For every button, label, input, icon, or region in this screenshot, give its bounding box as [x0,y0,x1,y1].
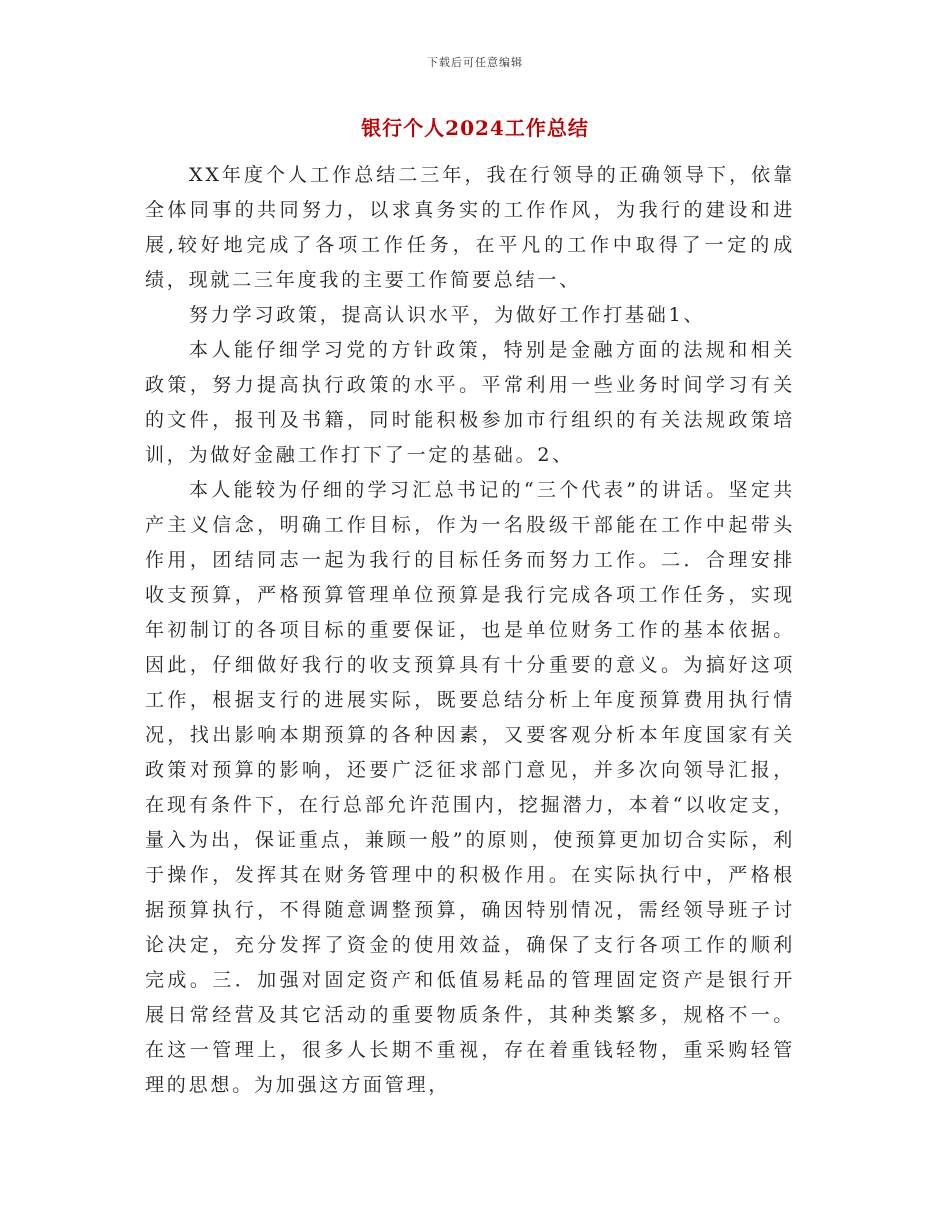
paragraph: 本人能较为仔细的学习汇总书记的“三个代表”的讲话。坚定共产主义信念，明确工作目标，作为一名股级干部能在工作中起带头作用，团结同志一起为我行的目标任务而努力工作。二．合理安排收支预算，严格预算管理单位预算是我行完成各项工作任务，实现年初制订的各项目标的重要保证，也是单位财务工作的基本依据。因此，仔细做好我行的收支预算具有十分重要的意义。为搞好这项工作，根据支行的进展实际，既要总结分析上年度预算费用执行情况，找出影响本期预算的各种因素，又要客观分析本年度国家有关政策对预算的影响，还要广泛征求部门意见，并多次向领导汇报，在现有条件下，在行总部允许范围内，挖掘潜力，本着“以收定支，量入为出，保证重点，兼顾一般”的原则，使预算更加切合实际，利于操作，发挥其在财务管理中的积极作用。在实际执行中，严格根据预算执行，不得随意调整预算，确因特别情况，需经领导班子讨论决定，充分发挥了资金的使用效益，确保了支行各项工作的顺利完成。三．加强对固定资产和低值易耗品的管理固定资产是银行开展日常经营及其它活动的重要物质条件，其种类繁多，规格不一。在这一管理上，很多人长期不重视，存在着重钱轻物，重采购轻管理的思想。为加强这方面管理， [145,479,795,1096]
document-title: 银行个人2024工作总结 [361,116,589,140]
paragraph: XX年度个人工作总结二三年，我在行领导的正确领导下，依靠全体同事的共同努力，以求真务实的工作作风，为我行的建设和进展,较好地完成了各项工作任务，在平凡的工作中取得了一定的成绩，现就二三年度我的主要工作简要总结一、 [145,164,795,291]
paragraph: 努力学习政策，提高认识水平，为做好工作打基础1、 [189,304,706,326]
page-header-note: 下载后可任意编辑 [427,56,523,69]
document-body [145,158,795,1103]
paragraph: 本人能仔细学习党的方针政策，特别是金融方面的法规和相关政策，努力提高执行政策的水平。平常利用一些业务时间学习有关的文件，报刊及书籍，同时能积极参加市行组织的有关法规政策培训，为做好金融工作打下了一定的基础。2、 [145,339,795,466]
